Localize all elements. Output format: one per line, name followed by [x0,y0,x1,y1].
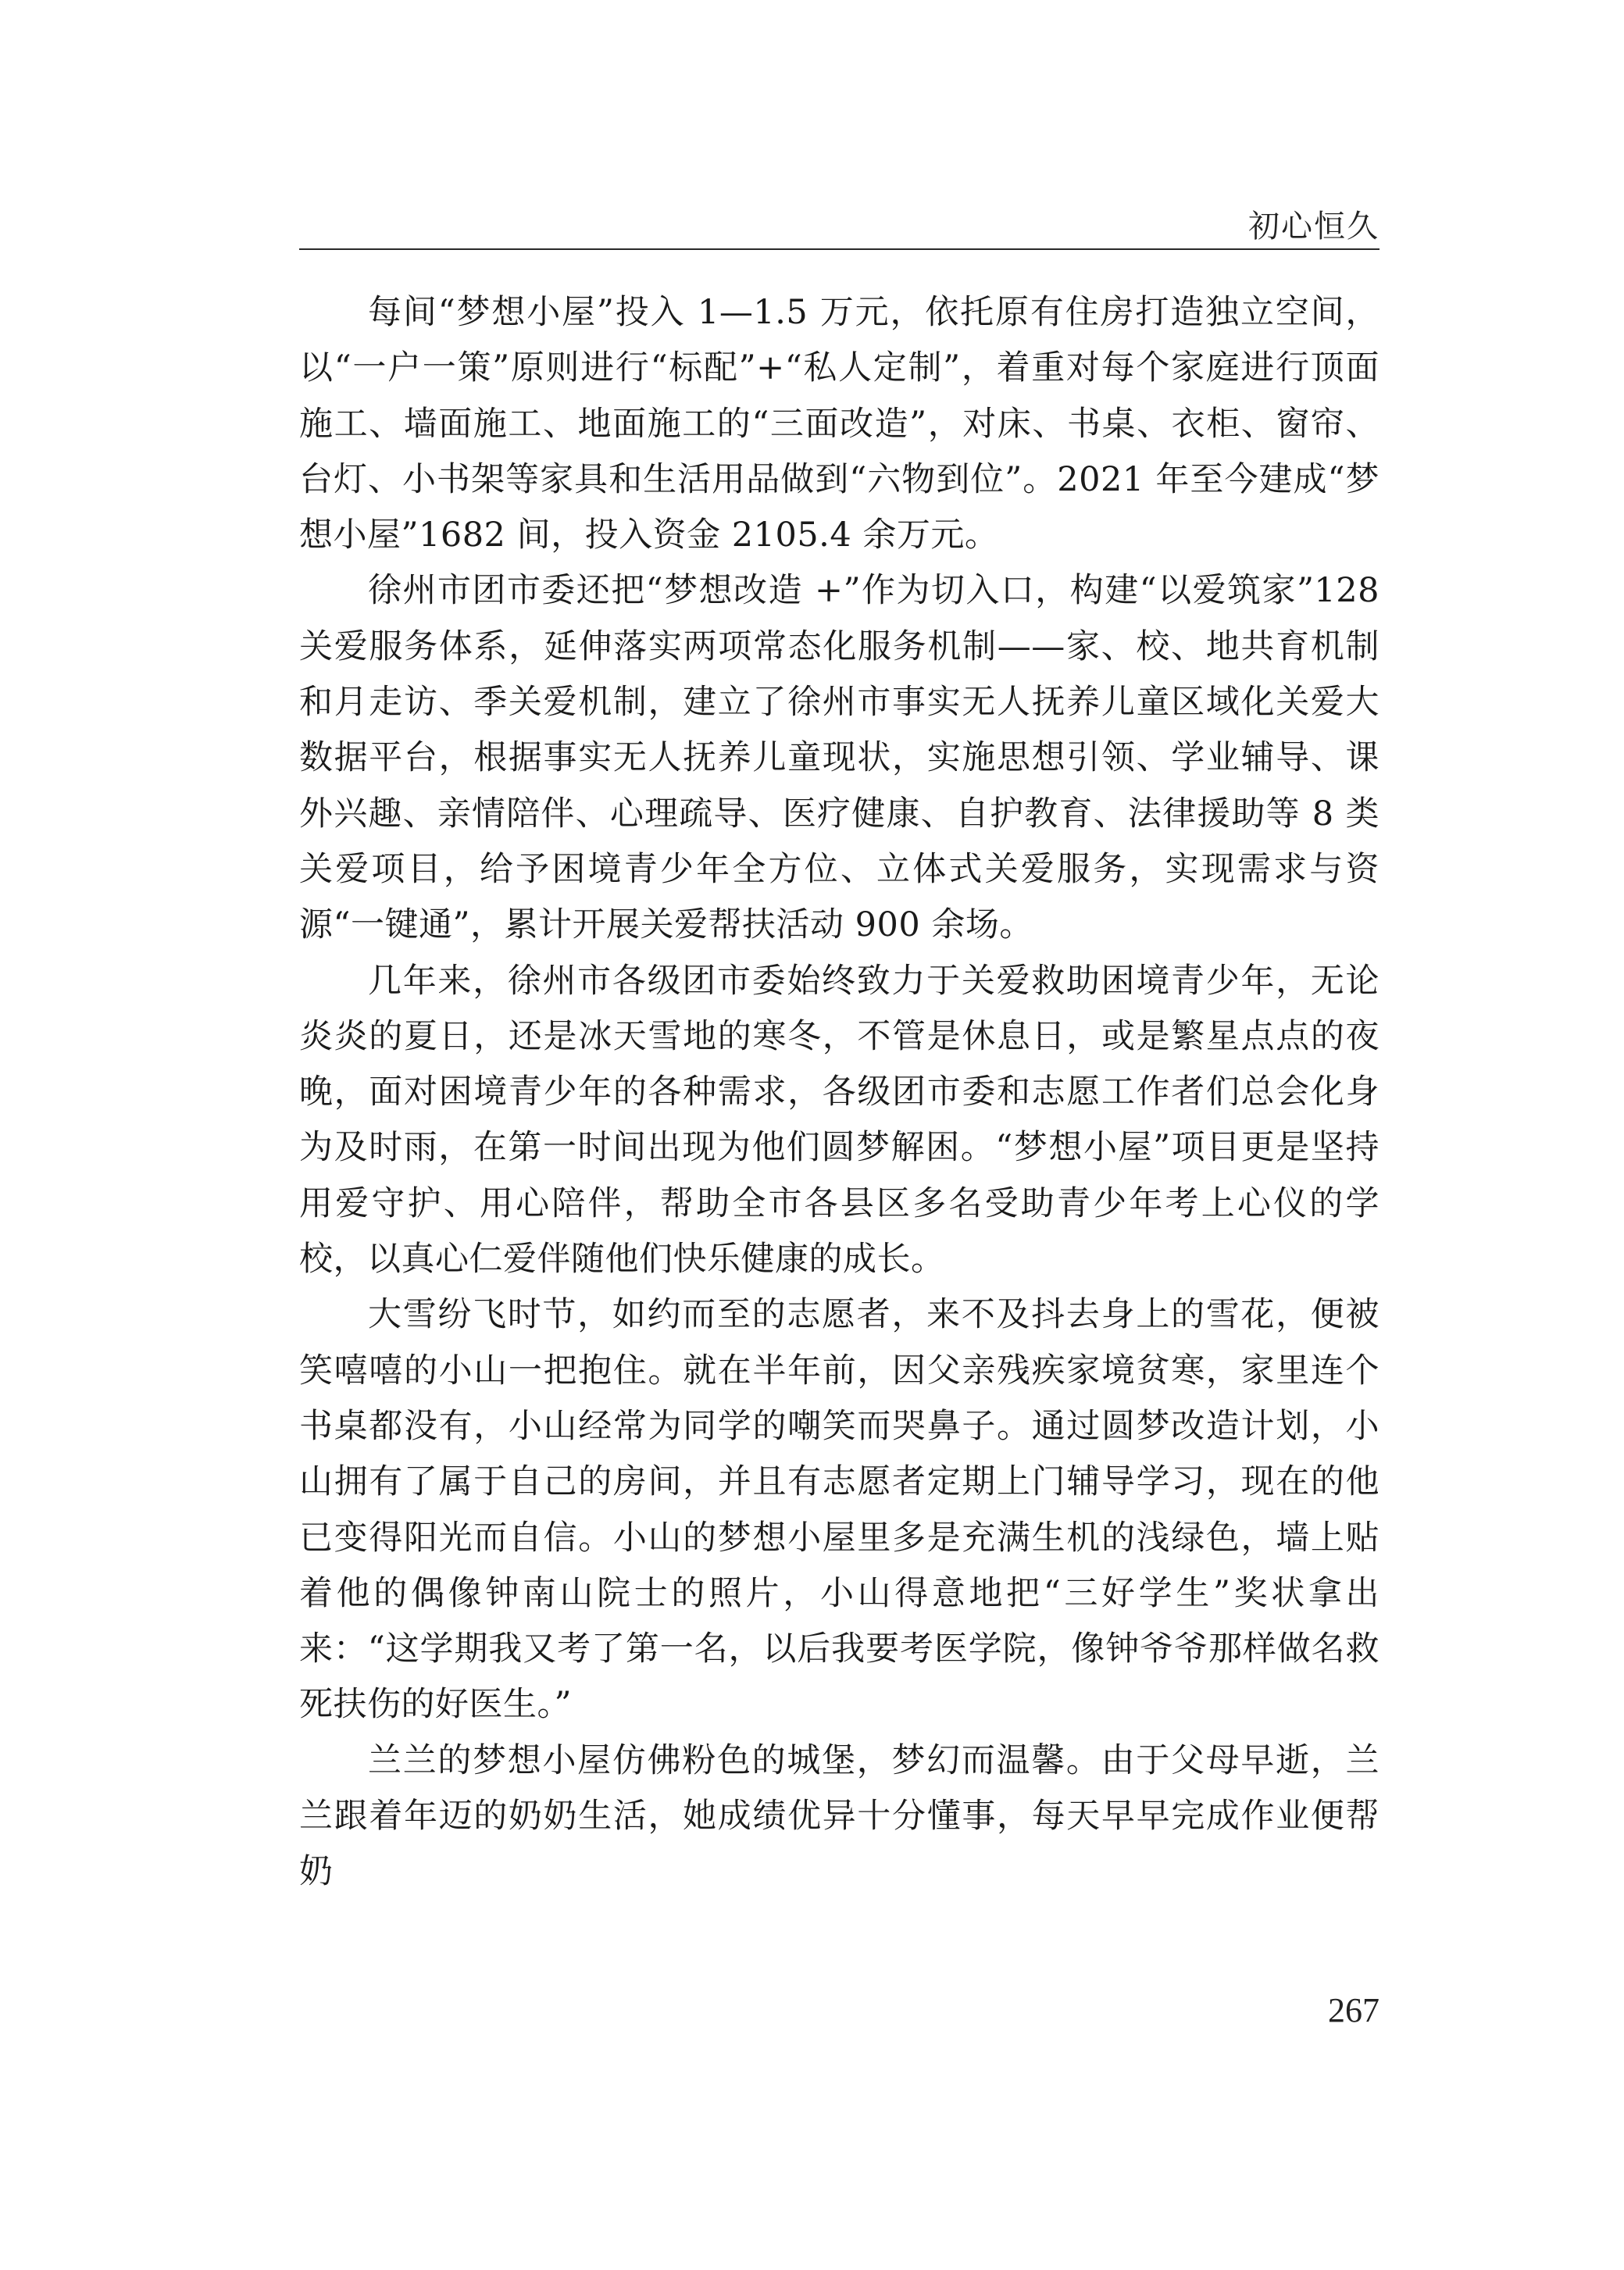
paragraph-3: 几年来，徐州市各级团市委始终致力于关爱救助困境青少年，无论炎炎的夏日，还是冰天雪地的寒冬，不管是休息日，或是繁星点点的夜晚，面对困境青少年的各种需求，各级团市委和志愿工作者们总会化身为及时雨，在第一时间出现为他们圆梦解困。“梦想小屋”项目更是坚持用爱守护、用心陪伴，帮助全市各县区多名受助青少年考上心仪的学校，以真心仁爱伴随他们快乐健康的成长。 [299,961,1380,1280]
paragraph-1: 每间“梦想小屋”投入 1—1.5 万元，依托原有住房打造独立空间，以“一户一策”原则进行“标配”+“私人定制”，着重对每个家庭进行顶面施工、墙面施工、地面施工的“三面改造”，对床、书桌、衣柜、窗帘、台灯、小书架等家具和生活用品做到“六物到位”。2021 年至今建成“梦想小屋”1682 间，投入资金 2105.4 余万元。 [299,293,1380,555]
running-header [299,187,1380,250]
page-number: 267 [1328,1991,1380,2029]
body-text [299,285,1380,1901]
section-title: 初心恒久 [1248,209,1380,244]
paragraph-4: 大雪纷飞时节，如约而至的志愿者，来不及抖去身上的雪花，便被笑嘻嘻的小山一把抱住。就在半年前，因父亲残疾家境贫寒，家里连个书桌都没有，小山经常为同学的嘲笑而哭鼻子。通过圆梦改造计划，小山拥有了属于自己的房间，并且有志愿者定期上门辅导学习，现在的他已变得阳光而自信。小山的梦想小屋里多是充满生机的浅绿色，墙上贴着他的偶像钟南山院士的照片，小山得意地把“三好学生”奖状拿出来：“这学期我又考了第一名，以后我要考医学院，像钟爷爷那样做名救死扶伤的好医生。” [299,1295,1380,1725]
paragraph-2: 徐州市团市委还把“梦想改造 +”作为切入口，构建“以爱筑家”128 关爱服务体系，延伸落实两项常态化服务机制——家、校、地共育机制和月走访、季关爱机制，建立了徐州市事实无人抚养儿童区域化关爱大数据平台，根据事实无人抚养儿童现状，实施思想引领、学业辅导、课外兴趣、亲情陪伴、心理疏导、医疗健康、自护教育、法律援助等 8 类关爱项目，给予困境青少年全方位、立体式关爱服务，实现需求与资源“一键通”，累计开展关爱帮扶活动 900 余场。 [299,571,1380,945]
paragraph-5: 兰兰的梦想小屋仿佛粉色的城堡，梦幻而温馨。由于父母早逝，兰兰跟着年迈的奶奶生活，她成绩优异十分懂事，每天早早完成作业便帮奶 [299,1740,1380,1892]
